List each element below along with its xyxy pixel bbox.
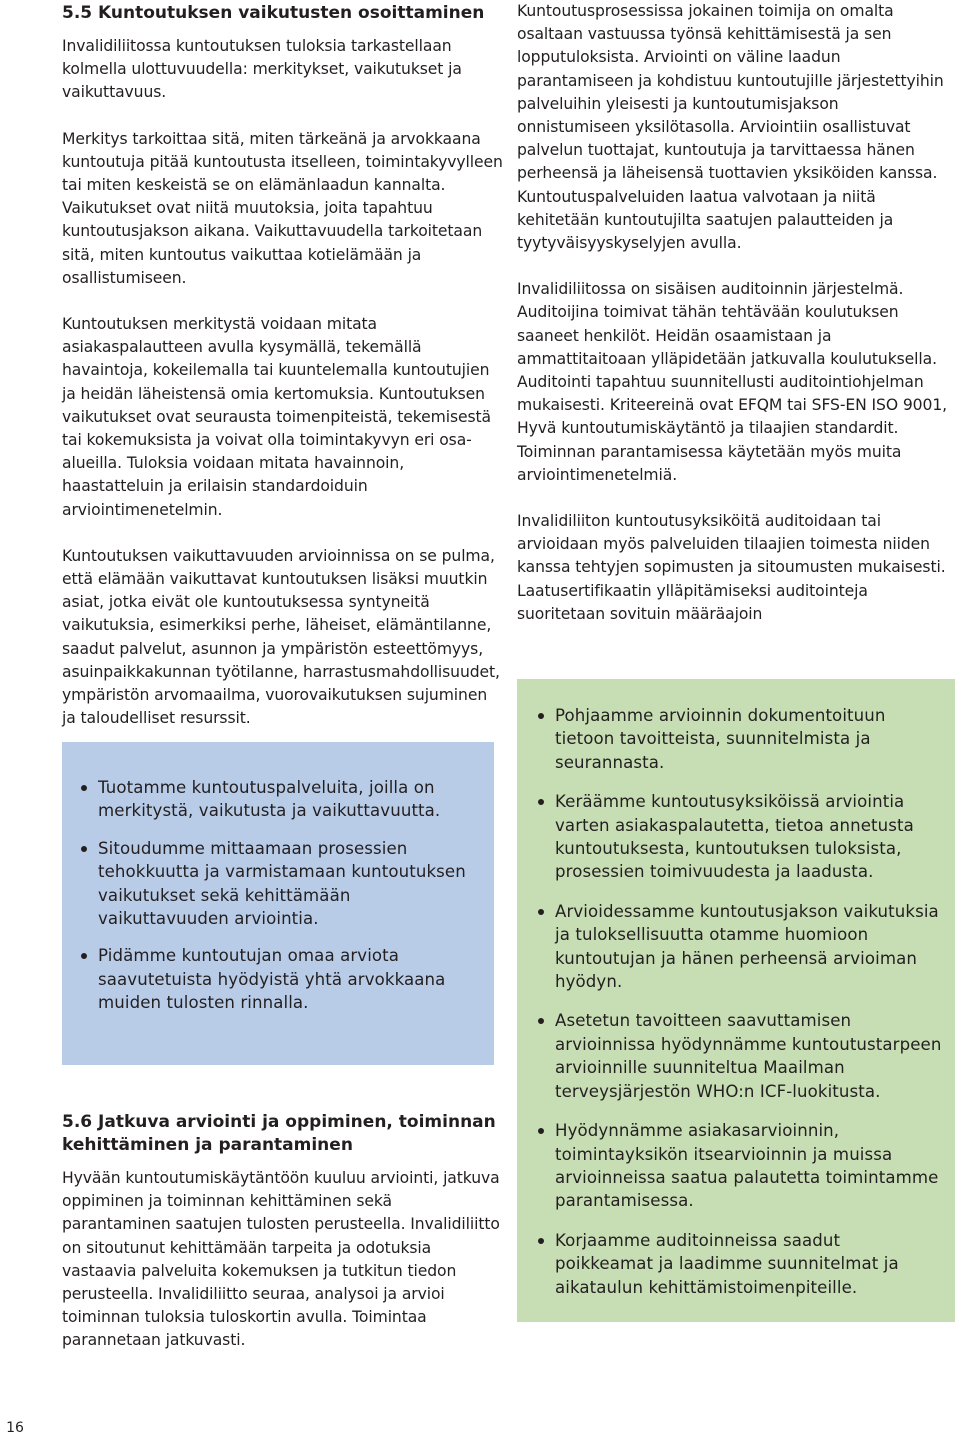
list-item [535,704,943,774]
list-item-text: Asetetun tavoitteen saavuttamisen arvioinnissa hyödynnämme kuntoutustarpeen arvioinnille suunniteltua Maailman terveysjärjestön WHO:n ICF-luokitusta. [555,1011,942,1101]
bullet-icon [538,1018,544,1024]
list-item [535,900,943,994]
principles-box-green [517,679,955,1322]
paragraph: Invalidiliitossa on sisäisen auditoinnin järjestelmä. Auditoijina toimivat tähän tehtävään koulutuksen saaneet henkilöt. Heidän osaamistaan ja ammattitaitoaan ylläpidetään jatkuvalla koulutuksella. Auditointi tapahtuu suunnitellusti auditointiohjelman mukaisesti. Kriteereinä ovat EFQM tai SFS-EN ISO 9001, Hyvä kuntoutumiskäytäntö ja tilaajien standardit. Toiminnan parantamisessa käytetään myös muita arviointimenetelmiä. [517,280,948,484]
paragraph: Invalidiliitossa kuntoutuksen tuloksia tarkastellaan kolmella ulottuvuudella: merkitykset, vaikutukset ja vaikuttavuus. [62,37,462,102]
section-5-6 [62,1111,504,1353]
list-item [535,1009,943,1103]
paragraph: Merkitys tarkoittaa sitä, miten tärkeänä ja arvokkaana kuntoutuja pitää kuntoutusta itselleen, toimintakyvylleen tai miten keskeistä se on elämänlaadun kannalta. Vaikutukset ovat niitä muutoksia, joita tapahtuu kuntoutusjakson aikana. Vaikuttavuudella tarkoitetaan sitä, miten kuntoutus vaikuttaa kotielämään ja osallistumiseen. [62,129,503,287]
list-item-text: Keräämme kuntoutusyksiköissä arviointia varten asiakaspalautetta, tietoa annetusta kuntoutuksesta, kuntoutuksen tuloksista, prosessien toimivuudesta ja laadusta. [555,792,914,882]
list-item [535,1119,943,1213]
list-item-text: Arvioidessamme kuntoutusjakson vaikutuksia ja tuloksellisuutta otamme huomioon kuntoutujan ja hänen perheensä arvioiman hyödyn. [555,901,939,992]
list-item-text: Pohjaamme arvioinnin dokumentoituun tietoon tavoitteista, suunnitelmista ja seurannasta. [555,706,886,772]
page-number: 16 [0,1418,30,1438]
bullet-icon [81,953,87,959]
paragraph: Kuntoutusprosessissa jokainen toimija on omalta osaltaan vastuussa työnsä kehittämisestä ja sen lopputuloksista. Arviointi on väline laadun parantamiseen ja kohdistuu kuntoutujille järjestettyihin palveluihin yleisesti ja kuntoutumisjakson onnistumiseen yksilötasolla. Arviointiin osallistuvat palvelun tuottajat, kuntoutuja ja tarvittaessa hänen perheensä ja läheisensä tuottavien yksiköiden kanssa. Kuntoutuspalveluiden laatua valvotaan ja niitä kehitetään kuntoutujilta saatujen palautteiden ja tyytyväisyyskyselyjen avulla. [517,2,944,253]
bullet-icon [538,909,544,915]
list-item-text: Tuotamme kuntoutuspalveluita, joilla on merkitystä, vaikutusta ja vaikuttavuutta. [98,778,441,821]
list-item-text: Hyödynnämme asiakasarvioinnin, toimintayksikön itsearvioinnin ja muissa arvioinneissa saatua palautetta toimintamme parantamisessa. [555,1121,939,1211]
paragraph: Kuntoutuksen vaikuttavuuden arvioinnissa on se pulma, että elämään vaikuttavat kuntoutuksen lisäksi muutkin asiat, jotka eivät ole kuntoutuksessa syntyneitä vaikutuksia, esimerkiksi perhe, läheiset, elämäntilanne, saadut palvelut, asunnon ja ympäristön esteettömyys, asuinpaikkakunnan työtilanne, harrastusmahdollisuudet, ympäristön arvomaailma, vuorovaikutuksen sujuminen ja taloudelliset resurssit. [62,546,500,728]
list-item [78,944,472,1014]
section-5-5-heading: 5.5 Kuntoutuksen vaikutusten osoittaminen [62,3,485,23]
list-item [78,776,472,823]
list-item-text: Sitoudumme mittaamaan prosessien tehokkuutta ja varmistamaan kuntoutuksen vaikutukset sekä kehittämään vaikuttavuuden arviointia. [98,838,466,929]
bullet-icon [81,785,87,791]
paragraph: Hyvään kuntoutumiskäytäntöön kuuluu arviointi, jatkuva oppiminen ja toiminnan kehittäminen sekä parantaminen saatujen tulosten perusteella. Invalidiliitto on sitoutunut kehittämään tarpeita ja odotuksia vastaavia palveluita kokemuksen ja tutkitun tiedon perusteella. Invalidiliitto seuraa, analysoi ja arvioi toiminnan tuloksia tuloskortin avulla. Toimintaa parannetaan jatkuvasti. [62,1169,500,1350]
list-item [535,790,943,884]
commitments-box-blue [62,742,494,1065]
list-item [535,1229,943,1299]
commitments-list [78,776,472,1015]
paragraph: Kuntoutuksen merkitystä voidaan mitata asiakaspalautteen avulla kysymällä, tekemällä havaintoja, kokeilemalla tai kuuntelemalla kuntoutujien ja heidän läheistensä omia kertomuksia. Kuntoutuksen vaikutukset ovat seurausta toimenpiteistä, tekemisestä tai kokemuksista ja voivat olla toimintakyvyn eri osa-alueilla. Tuloksia voidaan mitata havainnoin, haastatteluin ja erilaisin standardoiduin arviointimenetelmin. [62,315,492,519]
section-5-6-heading: 5.6 Jatkuva arviointi ja oppiminen, toiminnan kehittäminen ja parantaminen [62,1112,496,1155]
principles-list [535,704,943,1299]
list-item-text: Pidämme kuntoutujan omaa arviota saavutetuista hyödyistä yhtä arvokkaana muiden tulosten rinnalla. [98,946,446,1013]
left-column [62,0,504,730]
bullet-icon [538,1128,544,1134]
bullet-icon [538,1238,544,1244]
right-column [517,0,955,626]
bullet-icon [81,846,87,852]
list-item-text: Korjaamme auditoinneissa saadut poikkeamat ja laadimme suunnitelmat ja aikataulun kehittämistoimenpiteille. [555,1230,899,1297]
bullet-icon [538,799,544,805]
list-item [78,837,472,931]
paragraph: Invalidiliiton kuntoutusyksiköitä auditoidaan tai arvioidaan myös palveluiden tilaajien toimesta niiden kanssa tehtyjen sopimusten ja sitoumusten mukaisesti. Laatusertifikaatin ylläpitämiseksi auditointeja suoritetaan sovituin määräajoin [517,512,946,623]
bullet-icon [538,713,544,719]
